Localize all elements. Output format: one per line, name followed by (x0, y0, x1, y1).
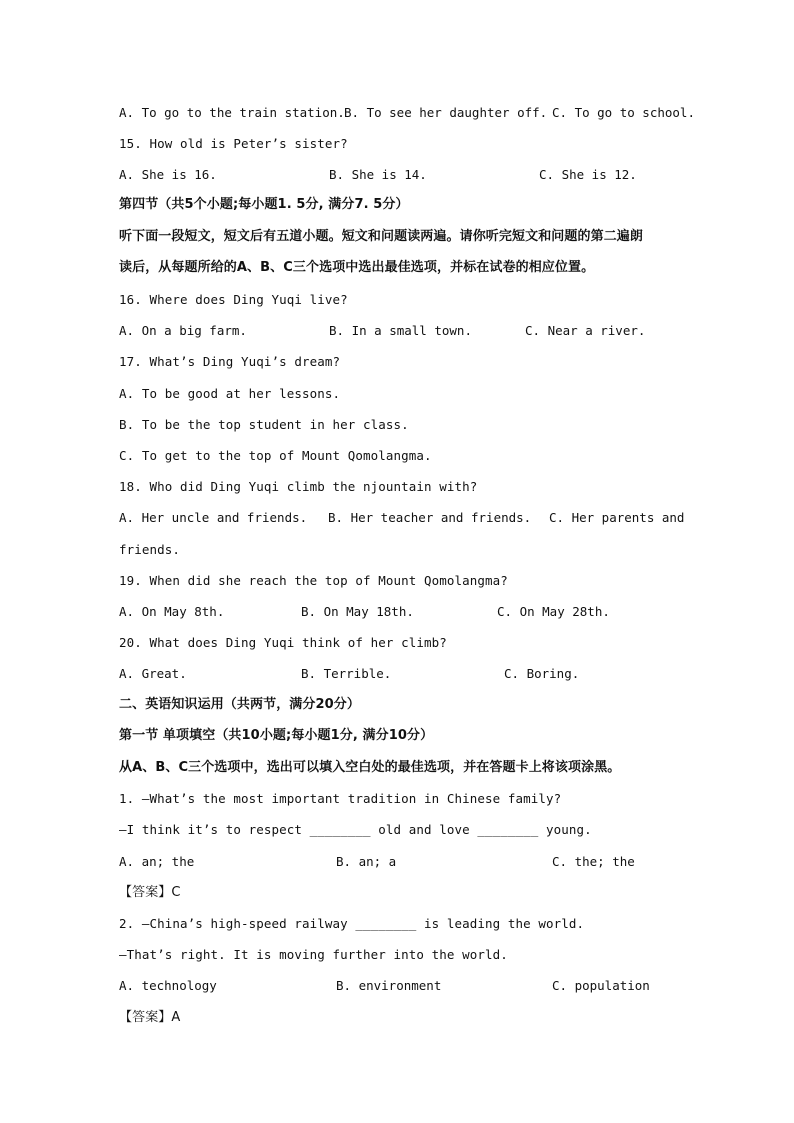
mc2-line-1: 2. —China’s high-speed railway ________ is leading the world. (119, 916, 585, 931)
q16-question: 16. Where does Ding Yuqi live? (119, 292, 348, 307)
part2-subtitle: 第一节 单项填空（共10小题;每小题1分, 满分10分） (119, 728, 434, 743)
q18-question: 18. Who did Ding Yuqi climb the njountain with? (119, 479, 478, 494)
q18-option-a: A. Her uncle and friends. (119, 510, 308, 525)
q17-question: 17. What’s Ding Yuqi’s dream? (119, 354, 341, 369)
mc1-line-2: —I think it’s to respect ________ old and love ________ young. (119, 822, 592, 837)
q15-option-c: C. She is 12. (539, 167, 637, 182)
q20-question: 20. What does Ding Yuqi think of her climb? (119, 635, 447, 650)
q17-option-b: B. To be the top student in her class. (119, 417, 409, 432)
q20-option-c: C. Boring. (504, 666, 580, 681)
part2-title: 二、英语知识运用（共两节，满分20分） (119, 697, 360, 712)
q18-option-b: B. Her teacher and friends. (328, 510, 532, 525)
mc2-option-c: C. population (552, 978, 650, 993)
q17-option-c: C. To get to the top of Mount Qomolangma. (119, 448, 432, 463)
mc2-line-2: —That’s right. It is moving further into the world. (119, 947, 508, 962)
mc2-answer: 【答案】A (119, 1010, 181, 1025)
q16-option-a: A. On a big farm. (119, 323, 247, 338)
part2-instruction: 从A、B、C三个选项中，选出可以填入空白处的最佳选项，并在答题卡上将该项涂黑。 (119, 760, 621, 775)
q18-option-c-continuation: friends. (119, 542, 181, 557)
q18-option-c: C. Her parents and (549, 510, 685, 525)
q19-question: 19. When did she reach the top of Mount Qomolangma? (119, 573, 508, 588)
q15-option-b: B. She is 14. (329, 167, 427, 182)
mc1-answer: 【答案】C (119, 885, 181, 900)
section4-title: 第四节（共5个小题;每小题1. 5分, 满分7. 5分） (119, 197, 409, 212)
q15-option-a: A. She is 16. (119, 167, 217, 182)
q16-option-c: C. Near a river. (525, 323, 646, 338)
q19-option-c: C. On May 28th. (497, 604, 610, 619)
mc2-option-b: B. environment (336, 978, 442, 993)
q15-question: 15. How old is Peter’s sister? (119, 136, 348, 151)
q20-option-b: B. Terrible. (301, 666, 392, 681)
q14-option-b: B. To see her daughter off. (344, 105, 548, 120)
q14-option-a: A. To go to the train station. (119, 105, 345, 120)
section4-instruction-2: 读后，从每题所给的A、B、C三个选项中选出最佳选项，并标在试卷的相应位置。 (119, 260, 595, 275)
mc1-option-b: B. an; a (336, 854, 397, 869)
q19-option-b: B. On May 18th. (301, 604, 414, 619)
mc1-option-a: A. an; the (119, 854, 195, 869)
section4-instruction-1: 听下面一段短文，短文后有五道小题。短文和问题读两遍。请你听完短文和问题的第二遍朗 (119, 229, 644, 244)
q20-option-a: A. Great. (119, 666, 187, 681)
mc2-option-a: A. technology (119, 978, 217, 993)
q14-option-c: C. To go to school. (552, 105, 695, 120)
q16-option-b: B. In a small town. (329, 323, 472, 338)
mc1-option-c: C. the; the (552, 854, 635, 869)
q19-option-a: A. On May 8th. (119, 604, 225, 619)
q17-option-a: A. To be good at her lessons. (119, 386, 341, 401)
mc1-line-1: 1. —What’s the most important tradition in Chinese family? (119, 791, 562, 806)
